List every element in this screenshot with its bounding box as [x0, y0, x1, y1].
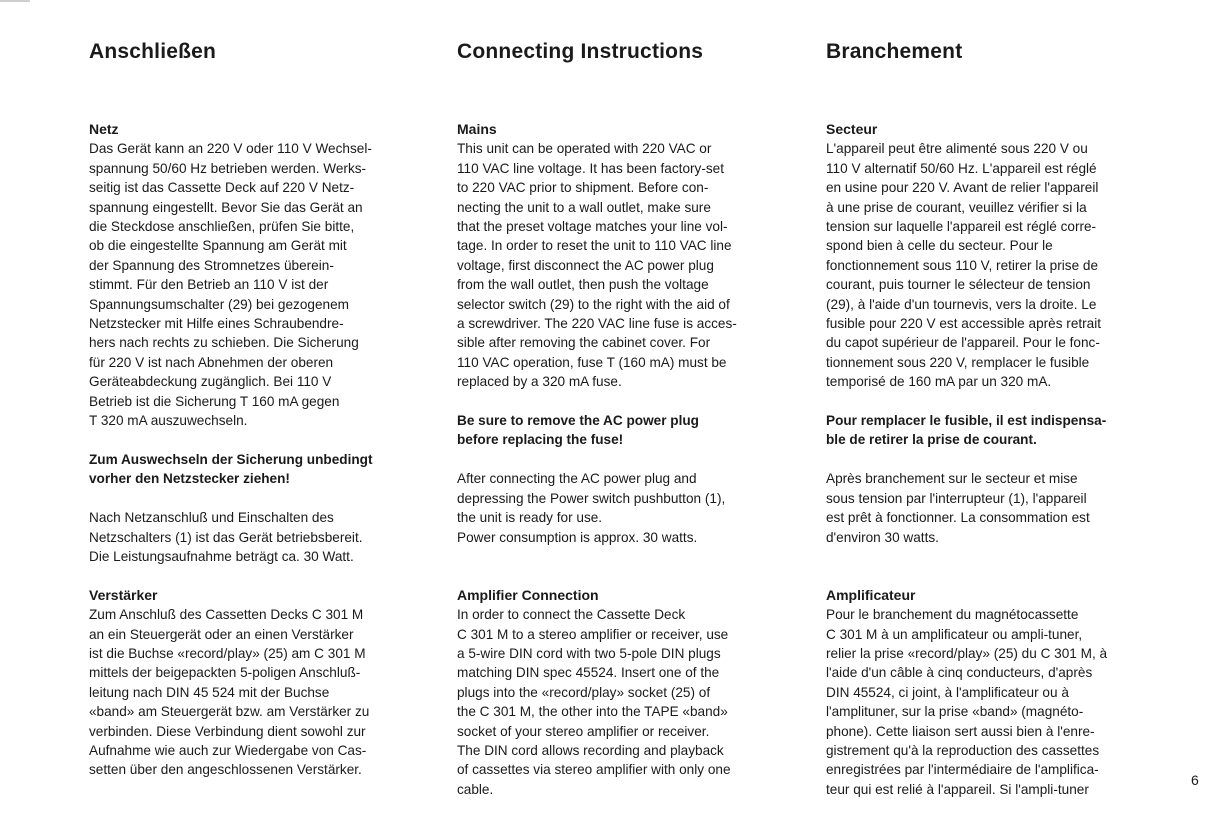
text-line: Netzschalters (1) ist das Gerät betriebsbereit. [89, 529, 363, 545]
text-line: selector switch (29) to the right with the aid of [457, 296, 730, 312]
text-line: Après branchement sur le secteur et mise [826, 471, 1078, 487]
text-line: of cassettes via stereo amplifier with only one [457, 762, 731, 778]
text-line: Nach Netzanschluß und Einschalten des [89, 510, 334, 526]
text-line: verbinden. Diese Verbindung dient sowohl zur [89, 723, 366, 739]
german-power-text [89, 508, 434, 566]
text-line: socket of your stereo amplifier or receiver. [457, 723, 710, 739]
text-line: 110 VAC operation, fuse T (160 mA) must be [457, 354, 727, 370]
text-line: enregistrées par l'intermédiaire de l'amplifica- [826, 762, 1099, 778]
german-title: Anschließen [89, 40, 217, 63]
text-line: der Spannung des Stromnetzes überein- [89, 257, 334, 273]
text-line: spond bien à celle du secteur. Pour le [826, 238, 1053, 254]
text-line: spannung eingestellt. Bevor Sie das Gerät an [89, 199, 363, 215]
text-line: für 220 V ist nach Abnehmen der oberen [89, 354, 334, 370]
text-line: the unit is ready for use. [457, 510, 603, 526]
text-line: replaced by a 320 mA fuse. [457, 374, 622, 390]
text-line: This unit can be operated with 220 VAC or [457, 141, 712, 157]
text-line: fusible pour 220 V est accessible après retrait [826, 316, 1102, 332]
text-line: C 301 M to a stereo amplifier or receiver, use [457, 626, 729, 642]
text-line: Aufnahme wie auch zur Wiedergabe von Cas- [89, 742, 367, 758]
text-line: DIN 45524, ci joint, à l'amplificateur ou à [826, 684, 1069, 700]
text-line: Zum Anschluß des Cassetten Decks C 301 M [89, 607, 364, 623]
text-line: stimmt. Für den Betrieb an 110 V ist der [89, 277, 329, 293]
french-mains-text [826, 139, 1171, 391]
text-line: Die Leistungsaufnahme beträgt ca. 30 Watt. [89, 548, 354, 564]
text-line: gistrement qu'à la reproduction des cassettes [826, 742, 1100, 758]
french-body [826, 120, 1171, 799]
german-body [89, 120, 434, 780]
german-amp-text [89, 605, 434, 780]
text-line: Power consumption is approx. 30 watts. [457, 529, 698, 545]
french-amp-heading: Amplificateur [826, 586, 916, 603]
text-line: l'amplituner, sur la prise «band» (magnéto- [826, 704, 1084, 720]
french-title: Branchement [826, 40, 963, 63]
english-power-text [457, 469, 802, 547]
english-amp-text [457, 605, 802, 799]
text-line: Spannungsumschalter (29) bei gezogenem [89, 296, 349, 312]
text-line: Be sure to remove the AC power plug [457, 413, 699, 429]
german-fuse-warning [89, 450, 434, 489]
text-line: L'appareil peut être alimenté sous 220 V ou [826, 141, 1088, 157]
text-line: fonctionnement sous 110 V, retirer la prise de [826, 257, 1099, 273]
text-line: Pour le branchement du magnétocassette [826, 607, 1079, 623]
text-line: ist die Buchse «record/play» (25) am C 301 M [89, 645, 366, 661]
text-line: leitung nach DIN 45 524 mit der Buchse [89, 684, 330, 700]
text-line: 110 V alternatif 50/60 Hz. L'appareil est réglé [826, 160, 1097, 176]
text-line: necting the unit to a wall outlet, make sure [457, 199, 711, 215]
french-fuse-warning [826, 411, 1171, 450]
text-line: cable. [457, 781, 494, 797]
text-line: en usine pour 220 V. Avant de relier l'appareil [826, 180, 1099, 196]
text-line: tionnement sous 220 V, remplacer le fusible [826, 354, 1090, 370]
text-line: ob die eingestellte Spannung am Gerät mit [89, 238, 347, 254]
french-mains-heading: Secteur [826, 121, 878, 137]
english-mains-heading: Mains [457, 121, 497, 137]
text-line: spannung 50/60 Hz betrieben werden. Werks- [89, 160, 367, 176]
text-line: from the wall outlet, then push the voltage [457, 277, 709, 293]
french-power-text [826, 469, 1171, 547]
page-number: 6 [1191, 772, 1199, 788]
text-line: C 301 M à un amplificateur ou ampli-tuner, [826, 626, 1083, 642]
text-line: sous tension par l'interrupteur (1), l'appareil [826, 490, 1087, 506]
text-line: sible after removing the cabinet cover. For [457, 335, 711, 351]
text-line: l'aide d'un câble à cinq conducteurs, d'après [826, 665, 1093, 681]
text-line: 110 VAC line voltage. It has been factory-set [457, 160, 724, 176]
text-line: à une prise de courant, veuillez vérifier si la [826, 199, 1087, 215]
text-line: Zum Auswechseln der Sicherung unbedingt [89, 451, 373, 467]
text-line: Netzstecker mit Hilfe eines Schraubendre- [89, 316, 344, 332]
english-mains-text [457, 139, 802, 391]
text-line: After connecting the AC power plug and [457, 471, 697, 487]
text-line: du capot supérieur de l'appareil. Pour le fonc- [826, 335, 1100, 351]
text-line: plugs into the «record/play» socket (25) of [457, 684, 711, 700]
text-line: Betrieb ist die Sicherung T 160 mA gegen [89, 393, 340, 409]
text-line: die Steckdose anschließen, prüfen Sie bitte, [89, 219, 355, 235]
text-line: tage. In order to reset the unit to 110 VAC line [457, 238, 732, 254]
text-line: mittels der beigepackten 5-poligen Anschluß- [89, 665, 361, 681]
english-title: Connecting Instructions [457, 40, 704, 63]
text-line: voltage, first disconnect the AC power plug [457, 257, 714, 273]
text-line: the C 301 M, the other into the TAPE «band» [457, 704, 728, 720]
text-line: teur qui est relié à l'appareil. Si l'ampli-tuner [826, 781, 1089, 797]
text-line: tension sur laquelle l'appareil est réglé corre- [826, 219, 1097, 235]
text-line: (29), à l'aide d'un tournevis, vers la droite. Le [826, 296, 1097, 312]
text-line: The DIN cord allows recording and playback [457, 742, 724, 758]
text-line: that the preset voltage matches your line vol- [457, 219, 728, 235]
text-line: a screwdriver. The 220 VAC line fuse is acces- [457, 316, 737, 332]
german-mains-heading: Netz [89, 121, 119, 137]
text-line: depressing the Power switch pushbutton (1), [457, 490, 726, 506]
text-line: vorher den Netzstecker ziehen! [89, 471, 290, 487]
text-line: d'environ 30 watts. [826, 529, 939, 545]
english-amp-heading: Amplifier Connection [457, 586, 599, 603]
french-amp-text [826, 605, 1171, 799]
text-line: temporisé de 160 mA par un 320 mA. [826, 374, 1052, 390]
scan-edge-mark [0, 0, 30, 2]
text-line: ble de retirer la prise de courant. [826, 432, 1037, 448]
text-line: courant, puis tourner le sélecteur de tension [826, 277, 1091, 293]
text-line: est prêt à fonctionner. La consommation est [826, 510, 1090, 526]
text-line: to 220 VAC prior to shipment. Before con- [457, 180, 709, 196]
text-line: matching DIN spec 45524. Insert one of the [457, 665, 720, 681]
german-amp-heading: Verstärker [89, 586, 158, 603]
text-line: before replacing the fuse! [457, 432, 624, 448]
english-body [457, 120, 802, 799]
text-line: «band» am Steuergerät bzw. am Verstärker zu [89, 704, 370, 720]
text-line: hers nach rechts zu schieben. Die Sicherung [89, 335, 359, 351]
text-line: phone). Cette liaison sert aussi bien à l'enre- [826, 723, 1095, 739]
text-line: T 320 mA auszuwechseln. [89, 413, 248, 429]
text-line: setten über den angeschlossenen Verstärker. [89, 762, 362, 778]
text-line: relier la prise «record/play» (25) du C 301 M, à [826, 645, 1108, 661]
text-line: Geräteabdeckung zugänglich. Bei 110 V [89, 374, 332, 390]
text-line: a 5-wire DIN cord with two 5-pole DIN plugs [457, 645, 721, 661]
text-line: Pour remplacer le fusible, il est indispensa- [826, 413, 1107, 429]
text-line: an ein Steuergerät oder an einen Verstärker [89, 626, 354, 642]
text-line: seitig ist das Cassette Deck auf 220 V Netz- [89, 180, 355, 196]
text-line: In order to connect the Cassette Deck [457, 607, 686, 623]
german-mains-text [89, 139, 434, 430]
english-fuse-warning [457, 411, 802, 450]
text-line: Das Gerät kann an 220 V oder 110 V Wechsel- [89, 141, 372, 157]
